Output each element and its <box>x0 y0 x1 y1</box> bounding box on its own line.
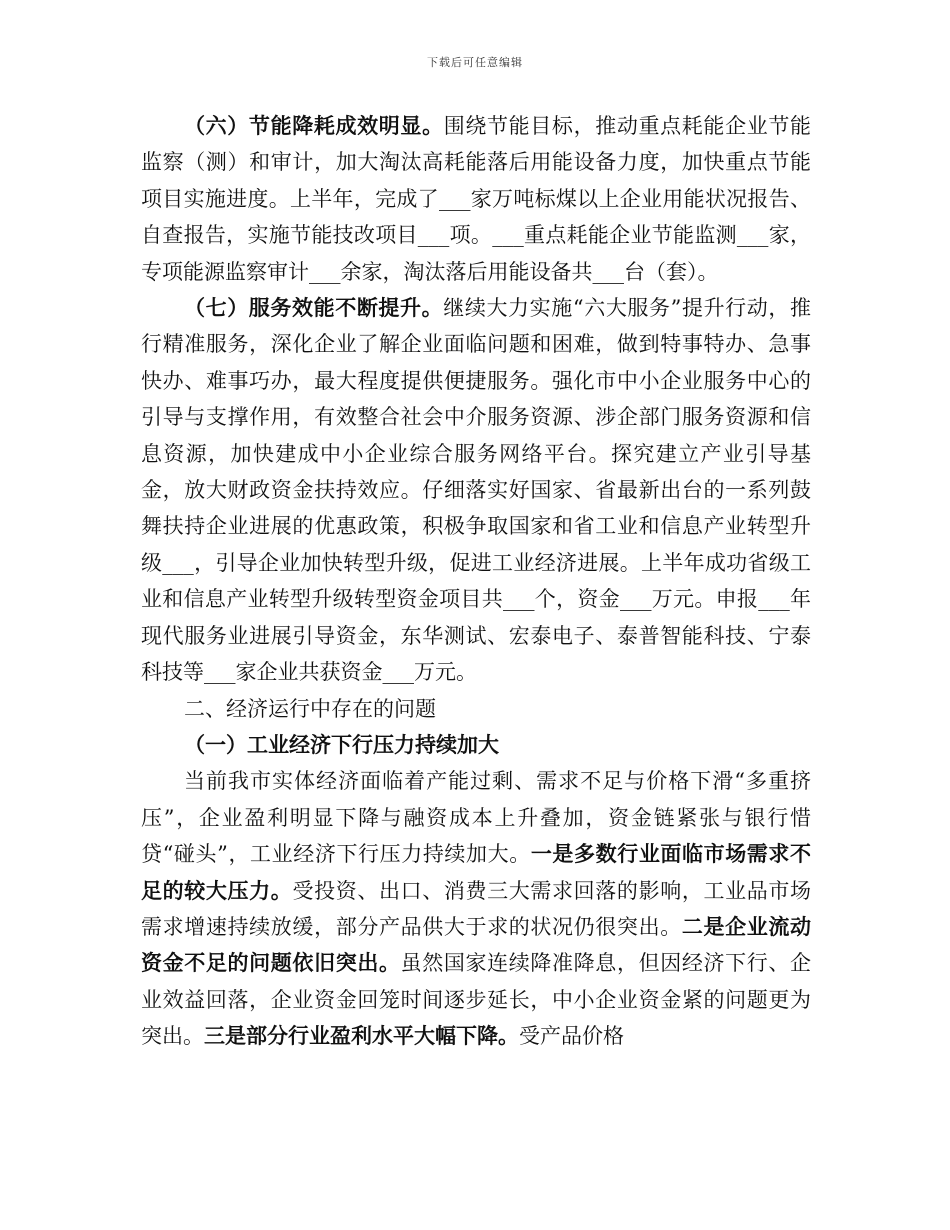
section-7-paragraph <box>141 290 811 690</box>
part-2-heading: 二、经济运行中存在的问题 <box>184 696 436 721</box>
point-1-title: 一是多数行业面临市场需求不足的较大压力。 <box>141 842 811 903</box>
document-body <box>141 108 811 1055</box>
intro-text: 当前我市实体经济面临着产能过剩、需求不足与价格下滑“多重挤压”，企业盈利明显下降与融资成本上升叠加，资金链紧张与银行惜贷“碰头”，工业经济下行压力持续加大。 <box>141 769 811 867</box>
point-2-text: 虽然国家连续降准降息，但因经济下行、企业效益回落，企业资金回笼时间逐步延长，中小企业资金紧的问题更为突出。 <box>141 951 812 1049</box>
section-6-paragraph <box>141 108 811 290</box>
section-6-text: 围绕节能目标，推动重点耗能企业节能监察（测）和审计，加大淘汰高耗能落后用能设备力度，加快重点节能项目实施进度。上半年，完成了___家万吨标煤以上企业用能状况报告、自查报告，实施节能技改项目___项。___重点耗能企业节能监测___家，专项能源监察审计___余家，淘汰落后用能设备共___台（套）。 <box>141 114 812 284</box>
section-6-title: （六）节能降耗成效明显。 <box>184 114 444 138</box>
point-2-title: 二是企业流动资金不足的问题依旧突出。 <box>141 914 812 976</box>
point-1-text: 受投资、出口、消费三大需求回落的影响，工业品市场需求增速持续放缓，部分产品供大于求的状况仍很突出。 <box>141 878 812 939</box>
point-3-text: 受产品价格 <box>519 1024 624 1049</box>
problems-paragraph <box>141 763 811 1054</box>
section-7-text: 继续大力实施“六大服务”提升行动，推行精准服务，深化企业了解企业面临问题和困难，做到特事特办、急事快办、难事巧办，最大程度提供便捷服务。强化市中小企业服务中心的引导与支撑作用，有效整合社会中介服务资源、涉企部门服务资源和信息资源，加快建成中小企业综合服务网络平台。探究建立产业引导基金，放大财政资金扶持效应。仔细落实好国家、省最新出台的一系列鼓舞扶持企业进展的优惠政策，积极争取国家和省工业和信息产业转型升级___，引导企业加快转型升级，促进工业经济进展。上半年成功省级工业和信息产业转型升级转型资金项目共___个，资金___万元。申报___年现代服务业进展引导资金，东华测试、宏泰电子、泰普智能科技、宁泰科技等___家企业共获资金___万元。 <box>141 296 811 685</box>
section-7-title: （七）服务效能不断提升。 <box>184 296 444 321</box>
page-header: 下载后可任意编辑 <box>427 56 523 69</box>
point-3-title: 三是部分行业盈利水平大幅下降。 <box>204 1024 519 1049</box>
subsection-1-heading: （一）工业经济下行压力持续加大 <box>184 732 499 757</box>
